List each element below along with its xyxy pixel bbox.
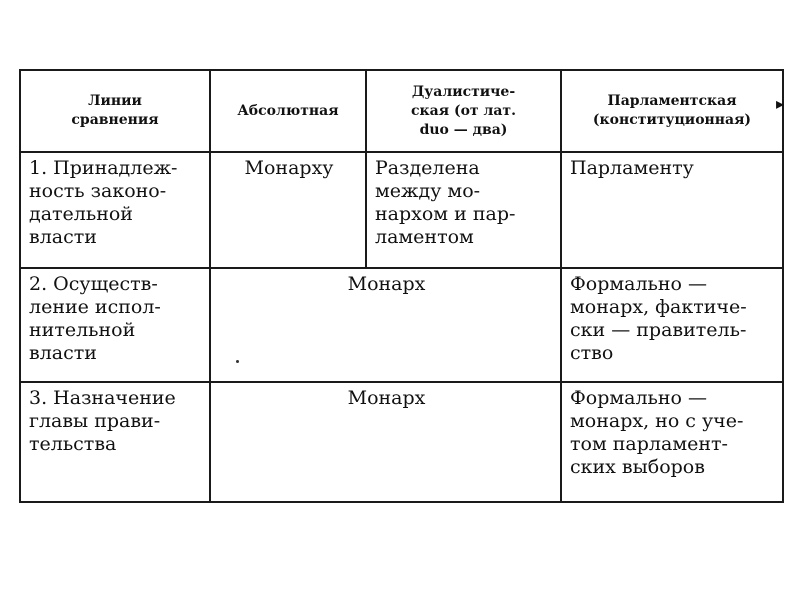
header-comparison-lines: Линии сравнения	[20, 70, 210, 152]
comparison-table	[19, 69, 784, 503]
cell-parliamentary: Формально — монарх, фактиче- ски — правитель- ство	[561, 268, 783, 382]
table-row	[20, 268, 783, 382]
cell-parliamentary: Формально — монарх, но с уче- том парламент- ских выборов	[561, 382, 783, 502]
row-criterion: 2. Осуществ- ление испол- нительной власти	[20, 268, 210, 382]
cell-parliamentary: Парламенту	[561, 152, 783, 268]
scan-speck	[236, 360, 239, 363]
header-dualistic: Дуалистиче- ская (от лат. duo — два)	[366, 70, 561, 152]
header-absolute: Абсолютная	[210, 70, 366, 152]
table-row	[20, 152, 783, 268]
cell-merged-monarch: Монарх	[210, 382, 561, 502]
cell-absolute: Монарху	[210, 152, 366, 268]
arrow-right-icon: ▸	[776, 94, 785, 113]
header-row	[20, 70, 783, 152]
row-criterion: 3. Назначение главы прави- тельства	[20, 382, 210, 502]
cell-dualistic: Разделена между мо- нархом и пар- ламентом	[366, 152, 561, 268]
row-criterion: 1. Принадлеж- ность законо- дательной власти	[20, 152, 210, 268]
header-parliamentary: Парламентская (конституционная)	[561, 70, 783, 152]
table-row	[20, 382, 783, 502]
cell-merged-monarch: Монарх	[210, 268, 561, 382]
